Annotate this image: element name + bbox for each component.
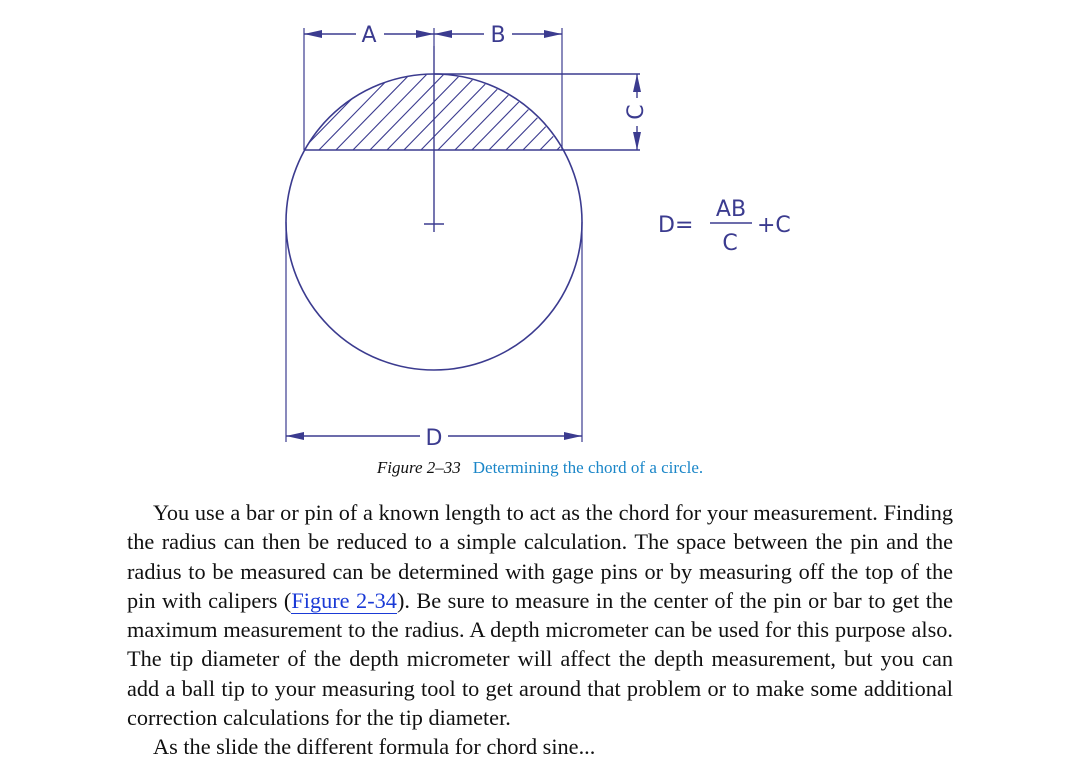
d-arrow-left xyxy=(286,432,304,440)
hatch-line xyxy=(538,70,618,152)
figure-title: Determining the chord of a circle. xyxy=(472,458,704,477)
formula-denominator: C xyxy=(722,231,738,256)
figure-2-34-link[interactable]: Figure 2-34 xyxy=(291,587,397,613)
figure-caption xyxy=(0,456,1080,480)
label-d: D xyxy=(425,426,443,450)
formula-numerator: AB xyxy=(715,197,747,222)
chord-formula xyxy=(658,197,791,256)
label-b: B xyxy=(490,23,506,48)
hatch-line xyxy=(351,70,431,152)
figure-number: Figure 2–33 xyxy=(376,458,461,477)
hatch-line xyxy=(487,70,567,152)
formula-lhs: D= xyxy=(658,213,694,238)
hatch-line xyxy=(436,70,516,152)
hatch-line xyxy=(402,70,482,152)
hatch-line xyxy=(334,70,414,152)
hatch-line xyxy=(368,70,448,152)
paragraph-chord-measurement xyxy=(127,498,953,732)
label-a: A xyxy=(361,23,377,48)
hatch-line xyxy=(419,70,499,152)
hatch-line xyxy=(453,70,533,152)
paragraph-partial-cutoff: As the slide the different formula for chord sine... xyxy=(153,734,596,760)
b-arrow-left xyxy=(434,30,452,38)
a-arrow-left xyxy=(304,30,322,38)
hatch-line xyxy=(385,70,465,152)
c-arrow-bottom xyxy=(633,132,641,150)
label-c: C xyxy=(624,104,649,120)
a-arrow-right xyxy=(416,30,434,38)
b-arrow-right xyxy=(544,30,562,38)
hatch-line xyxy=(504,70,584,152)
hatch-line xyxy=(555,70,635,152)
paragraph-text-before-link: You use a bar or pin of a known length to act as the chord for your measurement. Finding the radius can then be reduced to a simple calculation. The space between the pin and the radius to be measured can be determined with gage pins or by measuring off the top of the pin with calipers ( xyxy=(127,500,953,613)
body-text xyxy=(127,498,953,762)
hatch-line xyxy=(300,70,380,152)
c-arrow-top xyxy=(633,74,641,92)
d-arrow-right xyxy=(564,432,582,440)
paragraph-text-after-link: ). Be sure to measure in the center of the pin or bar to get the maximum measurement to the radius. A depth micrometer can be used for this purpose also. The tip diameter of the depth micrometer will affect the depth measurement, but you can add a ball tip to your measuring tool to get around that problem or to make some additional correction calculations for the tip diameter. xyxy=(127,587,953,731)
formula-suffix: +C xyxy=(757,213,791,238)
